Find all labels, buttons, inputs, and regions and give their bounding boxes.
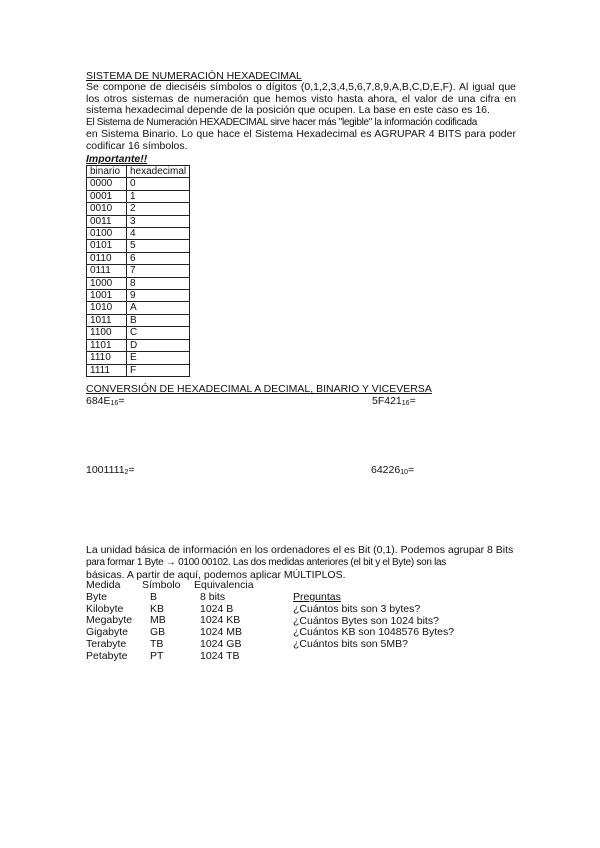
- hex-cell: 6: [127, 252, 190, 264]
- binary-cell: 1000: [87, 277, 127, 289]
- units-row: [86, 592, 274, 604]
- table-row: [87, 314, 190, 326]
- questions-block: [293, 592, 454, 651]
- exercise-value: 684E: [86, 395, 111, 407]
- unit-symbol-cell: B: [150, 590, 158, 603]
- exercise-equals: =: [128, 464, 135, 476]
- binary-cell: 0001: [87, 190, 127, 202]
- binary-cell: 1111: [87, 364, 127, 376]
- table-header-row: [87, 166, 190, 178]
- binary-cell: 1011: [87, 314, 127, 326]
- binary-cell: 1010: [87, 302, 127, 314]
- table-row: [87, 352, 190, 364]
- unit-equivalence-cell: 1024 MB: [200, 626, 243, 639]
- exercise-value: 5F421: [372, 395, 402, 407]
- hex-cell: C: [127, 327, 190, 339]
- paragraph-intro: Se compone de dieciséis símbolos o dígitos (0,1,2,3,4,5,6,7,8,9,A,B,C,D,E,F). Al igual que los otros sistemas de numeración que hemos visto hasta ahora, el valor de una cifra en sistema hexadecimal depende de la posición que ocupen. La base en este caso es 16.: [86, 81, 516, 117]
- table-row: [87, 215, 190, 227]
- binary-hex-table: [86, 165, 190, 377]
- table-row: [87, 364, 190, 376]
- table-row: [87, 265, 190, 277]
- paragraph-byte-a: para formar 1 Byte → 0100 00102. Las dos medidas anteriores: [86, 557, 348, 568]
- table-row: [87, 339, 190, 351]
- table-header-cell: hexadecimal: [127, 166, 190, 178]
- binary-cell: 0101: [87, 240, 127, 252]
- table-row: [87, 302, 190, 314]
- unit-equivalence-cell: 1024 TB: [200, 649, 240, 662]
- table-row: [87, 252, 190, 264]
- exercise-value: 1001111: [86, 464, 125, 476]
- binary-cell: 0100: [87, 228, 127, 240]
- question-item: ¿Cuántos bits son 3 bytes?: [293, 602, 421, 615]
- units-table: [86, 580, 274, 663]
- unit-symbol-cell: MB: [150, 614, 166, 627]
- unit-name-cell: Byte: [86, 590, 108, 603]
- exercise-equals: =: [408, 464, 415, 476]
- exercise-equals: =: [409, 395, 416, 407]
- binary-cell: 0111: [87, 265, 127, 277]
- exercise-4: [371, 464, 414, 476]
- table-row: [87, 327, 190, 339]
- exercise-base: 10: [400, 469, 408, 476]
- table-row: [87, 178, 190, 190]
- hex-cell: A: [127, 302, 190, 314]
- exercise-base: 16: [401, 400, 410, 407]
- questions-title: Preguntas: [293, 591, 341, 603]
- question-item: ¿Cuántos KB son 1048576 Bytes?: [293, 626, 455, 639]
- paragraph-legible: El Sistema de Numeración HEXADECIMAL sirve hacer más "legible" la información codificada: [86, 117, 478, 128]
- binary-cell: 0110: [87, 252, 127, 264]
- unit-name-cell: Gigabyte: [86, 626, 129, 639]
- question-item: ¿Cuántos Bytes son 1024 bits?: [293, 614, 439, 627]
- section-title-conversion: CONVERSIÓN DE HEXADECIMAL A DECIMAL, BINARIO Y VICEVERSA: [86, 383, 432, 395]
- important-label: Importante!!: [86, 153, 148, 165]
- hex-cell: 2: [127, 203, 190, 215]
- exercise-base: 2: [124, 469, 129, 476]
- unit-symbol-cell: PT: [150, 649, 164, 662]
- unit-name-cell: Kilobyte: [86, 602, 124, 615]
- hex-cell: E: [127, 352, 190, 364]
- binary-cell: 0011: [87, 215, 127, 227]
- paragraph-byte: [86, 557, 446, 568]
- unit-symbol-cell: KB: [150, 602, 165, 615]
- table-row: [87, 228, 190, 240]
- binary-cell: 1100: [87, 327, 127, 339]
- paragraph-bit: La unidad básica de información en los ordenadores el es Bit (0,1). Podemos agrupar 8 Bits: [86, 544, 514, 556]
- exercise-base: 16: [110, 400, 119, 407]
- unit-name-cell: Megabyte: [86, 614, 133, 627]
- unit-name-cell: Terabyte: [86, 637, 127, 650]
- hex-cell: 0: [127, 178, 190, 190]
- hex-cell: 7: [127, 265, 190, 277]
- hex-cell: 3: [127, 215, 190, 227]
- hex-cell: 1: [127, 190, 190, 202]
- paragraph-byte-b: (el bit y el Byte) son las: [350, 557, 446, 568]
- question-item: ¿Cuántos bits son 5MB?: [293, 638, 408, 651]
- hex-cell: F: [127, 364, 190, 376]
- exercise-value: 64226: [371, 464, 401, 476]
- unit-symbol-cell: GB: [150, 626, 166, 639]
- table-row: [87, 277, 190, 289]
- unit-equivalence-cell: 1024 KB: [200, 614, 241, 627]
- hex-cell: D: [127, 339, 190, 351]
- unit-equivalence-cell: 1024 GB: [200, 637, 242, 650]
- unit-name-cell: Petabyte: [86, 649, 128, 662]
- binary-cell: 0000: [87, 178, 127, 190]
- hex-cell: 5: [127, 240, 190, 252]
- table-row: [87, 240, 190, 252]
- units-header-cell: Equivalencia: [194, 579, 254, 591]
- unit-equivalence-cell: 1024 B: [200, 602, 234, 615]
- hex-cell: B: [127, 314, 190, 326]
- exercise-1: [86, 395, 124, 407]
- binary-cell: 1001: [87, 290, 127, 302]
- table-row: [87, 190, 190, 202]
- paragraph-multiplos: básicas. A partir de aquí, podemos aplicar MÚLTIPLOS.: [86, 569, 346, 581]
- section-title-hexadecimal: SISTEMA DE NUMERACIÓN HEXADECIMAL: [86, 70, 302, 82]
- table-row: [87, 290, 190, 302]
- units-row: [86, 651, 274, 663]
- binary-cell: 1101: [87, 339, 127, 351]
- exercise-equals: =: [118, 395, 125, 407]
- binary-cell: 1110: [87, 352, 127, 364]
- unit-symbol-cell: TB: [150, 637, 164, 650]
- table-header-cell: binario: [87, 166, 127, 178]
- table-row: [87, 203, 190, 215]
- binary-cell: 0010: [87, 203, 127, 215]
- exercise-3: [86, 464, 135, 476]
- unit-equivalence-cell: 8 bits: [200, 590, 226, 603]
- units-header-row: [86, 580, 274, 592]
- hex-cell: 8: [127, 277, 190, 289]
- units-header-cell: Medida: [86, 579, 121, 591]
- hex-cell: 9: [127, 290, 190, 302]
- paragraph-agrupar: en Sistema Binario. Lo que hace el Sistema Hexadecimal es AGRUPAR 4 BITS para poder codificar 16 símbolos.: [86, 128, 516, 152]
- exercise-2: [372, 395, 416, 407]
- units-header-cell: Símbolo: [142, 579, 181, 591]
- units-row: [86, 639, 274, 651]
- hex-cell: 4: [127, 228, 190, 240]
